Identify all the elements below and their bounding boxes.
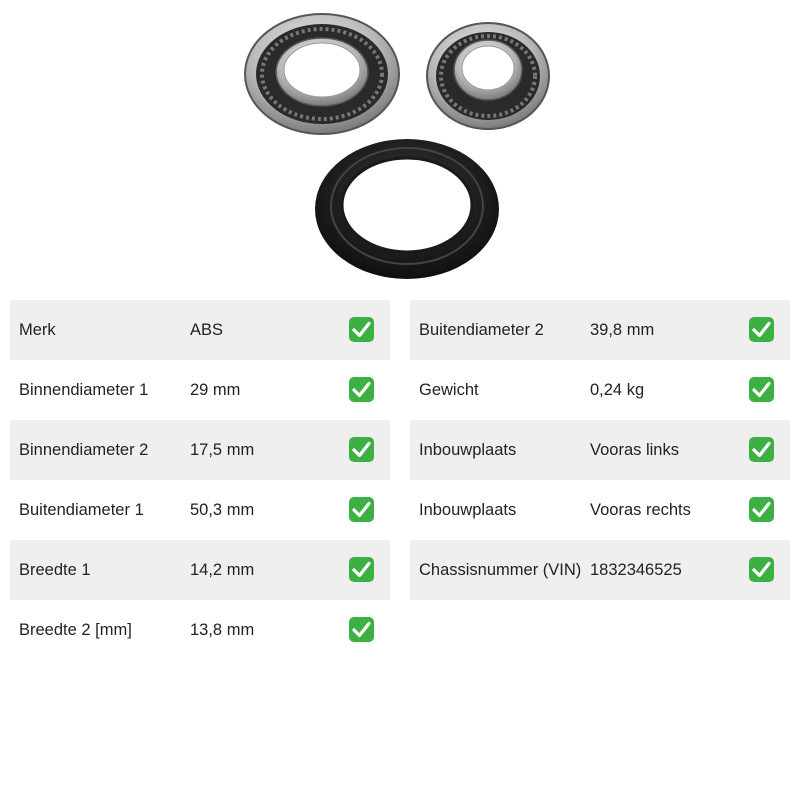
seal-ring-image xyxy=(315,139,499,279)
check-mark-icon xyxy=(349,377,374,402)
spec-row xyxy=(10,480,390,540)
spec-value: 14,2 mm xyxy=(190,561,255,579)
large-bearing-image xyxy=(245,14,399,134)
check-mark-icon xyxy=(749,437,774,462)
spec-row xyxy=(10,300,390,360)
spec-label: Gewicht xyxy=(419,381,479,399)
spec-value: Vooras links xyxy=(590,441,679,459)
spec-label: Breedte 1 xyxy=(19,561,91,579)
spec-value: 1832346525 xyxy=(590,561,682,579)
check-mark-icon xyxy=(349,557,374,582)
check-mark-icon xyxy=(749,317,774,342)
spec-label: Merk xyxy=(19,321,56,339)
spec-value: ABS xyxy=(190,321,224,339)
spec-label: Buitendiameter 2 xyxy=(419,321,544,339)
spec-label: Inbouwplaats xyxy=(419,441,517,459)
check-mark-icon xyxy=(349,317,374,342)
spec-row xyxy=(10,360,390,420)
check-mark-icon xyxy=(349,497,374,522)
spec-row xyxy=(410,300,790,360)
spec-label: Inbouwplaats xyxy=(419,501,517,519)
spec-row xyxy=(10,540,390,600)
spec-value: 50,3 mm xyxy=(190,501,255,519)
spec-value: 39,8 mm xyxy=(590,321,655,339)
spec-row xyxy=(410,360,790,420)
spec-row xyxy=(10,420,390,480)
check-mark-icon xyxy=(749,377,774,402)
small-bearing-image xyxy=(427,23,549,129)
spec-value: Vooras rechts xyxy=(590,501,691,519)
spec-row xyxy=(410,420,790,480)
spec-table-left xyxy=(10,300,390,660)
spec-row xyxy=(410,480,790,540)
spec-label: Binnendiameter 2 xyxy=(19,441,149,459)
spec-row xyxy=(10,600,390,660)
spec-label: Chassisnummer (VIN) xyxy=(419,561,582,579)
check-mark-icon xyxy=(749,557,774,582)
spec-label: Binnendiameter 1 xyxy=(19,381,149,399)
spec-value: 0,24 kg xyxy=(590,381,645,399)
spec-row xyxy=(410,540,790,600)
check-mark-icon xyxy=(749,497,774,522)
wheel-bearing-kit-illustration xyxy=(0,0,800,290)
spec-value: 17,5 mm xyxy=(190,441,255,459)
spec-value: 29 mm xyxy=(190,381,241,399)
spec-value: 13,8 mm xyxy=(190,621,255,639)
check-mark-icon xyxy=(349,617,374,642)
spec-label: Buitendiameter 1 xyxy=(19,501,144,519)
check-mark-icon xyxy=(349,437,374,462)
product-image xyxy=(0,0,800,290)
spec-table-right xyxy=(410,300,790,600)
spec-label: Breedte 2 [mm] xyxy=(19,621,132,639)
